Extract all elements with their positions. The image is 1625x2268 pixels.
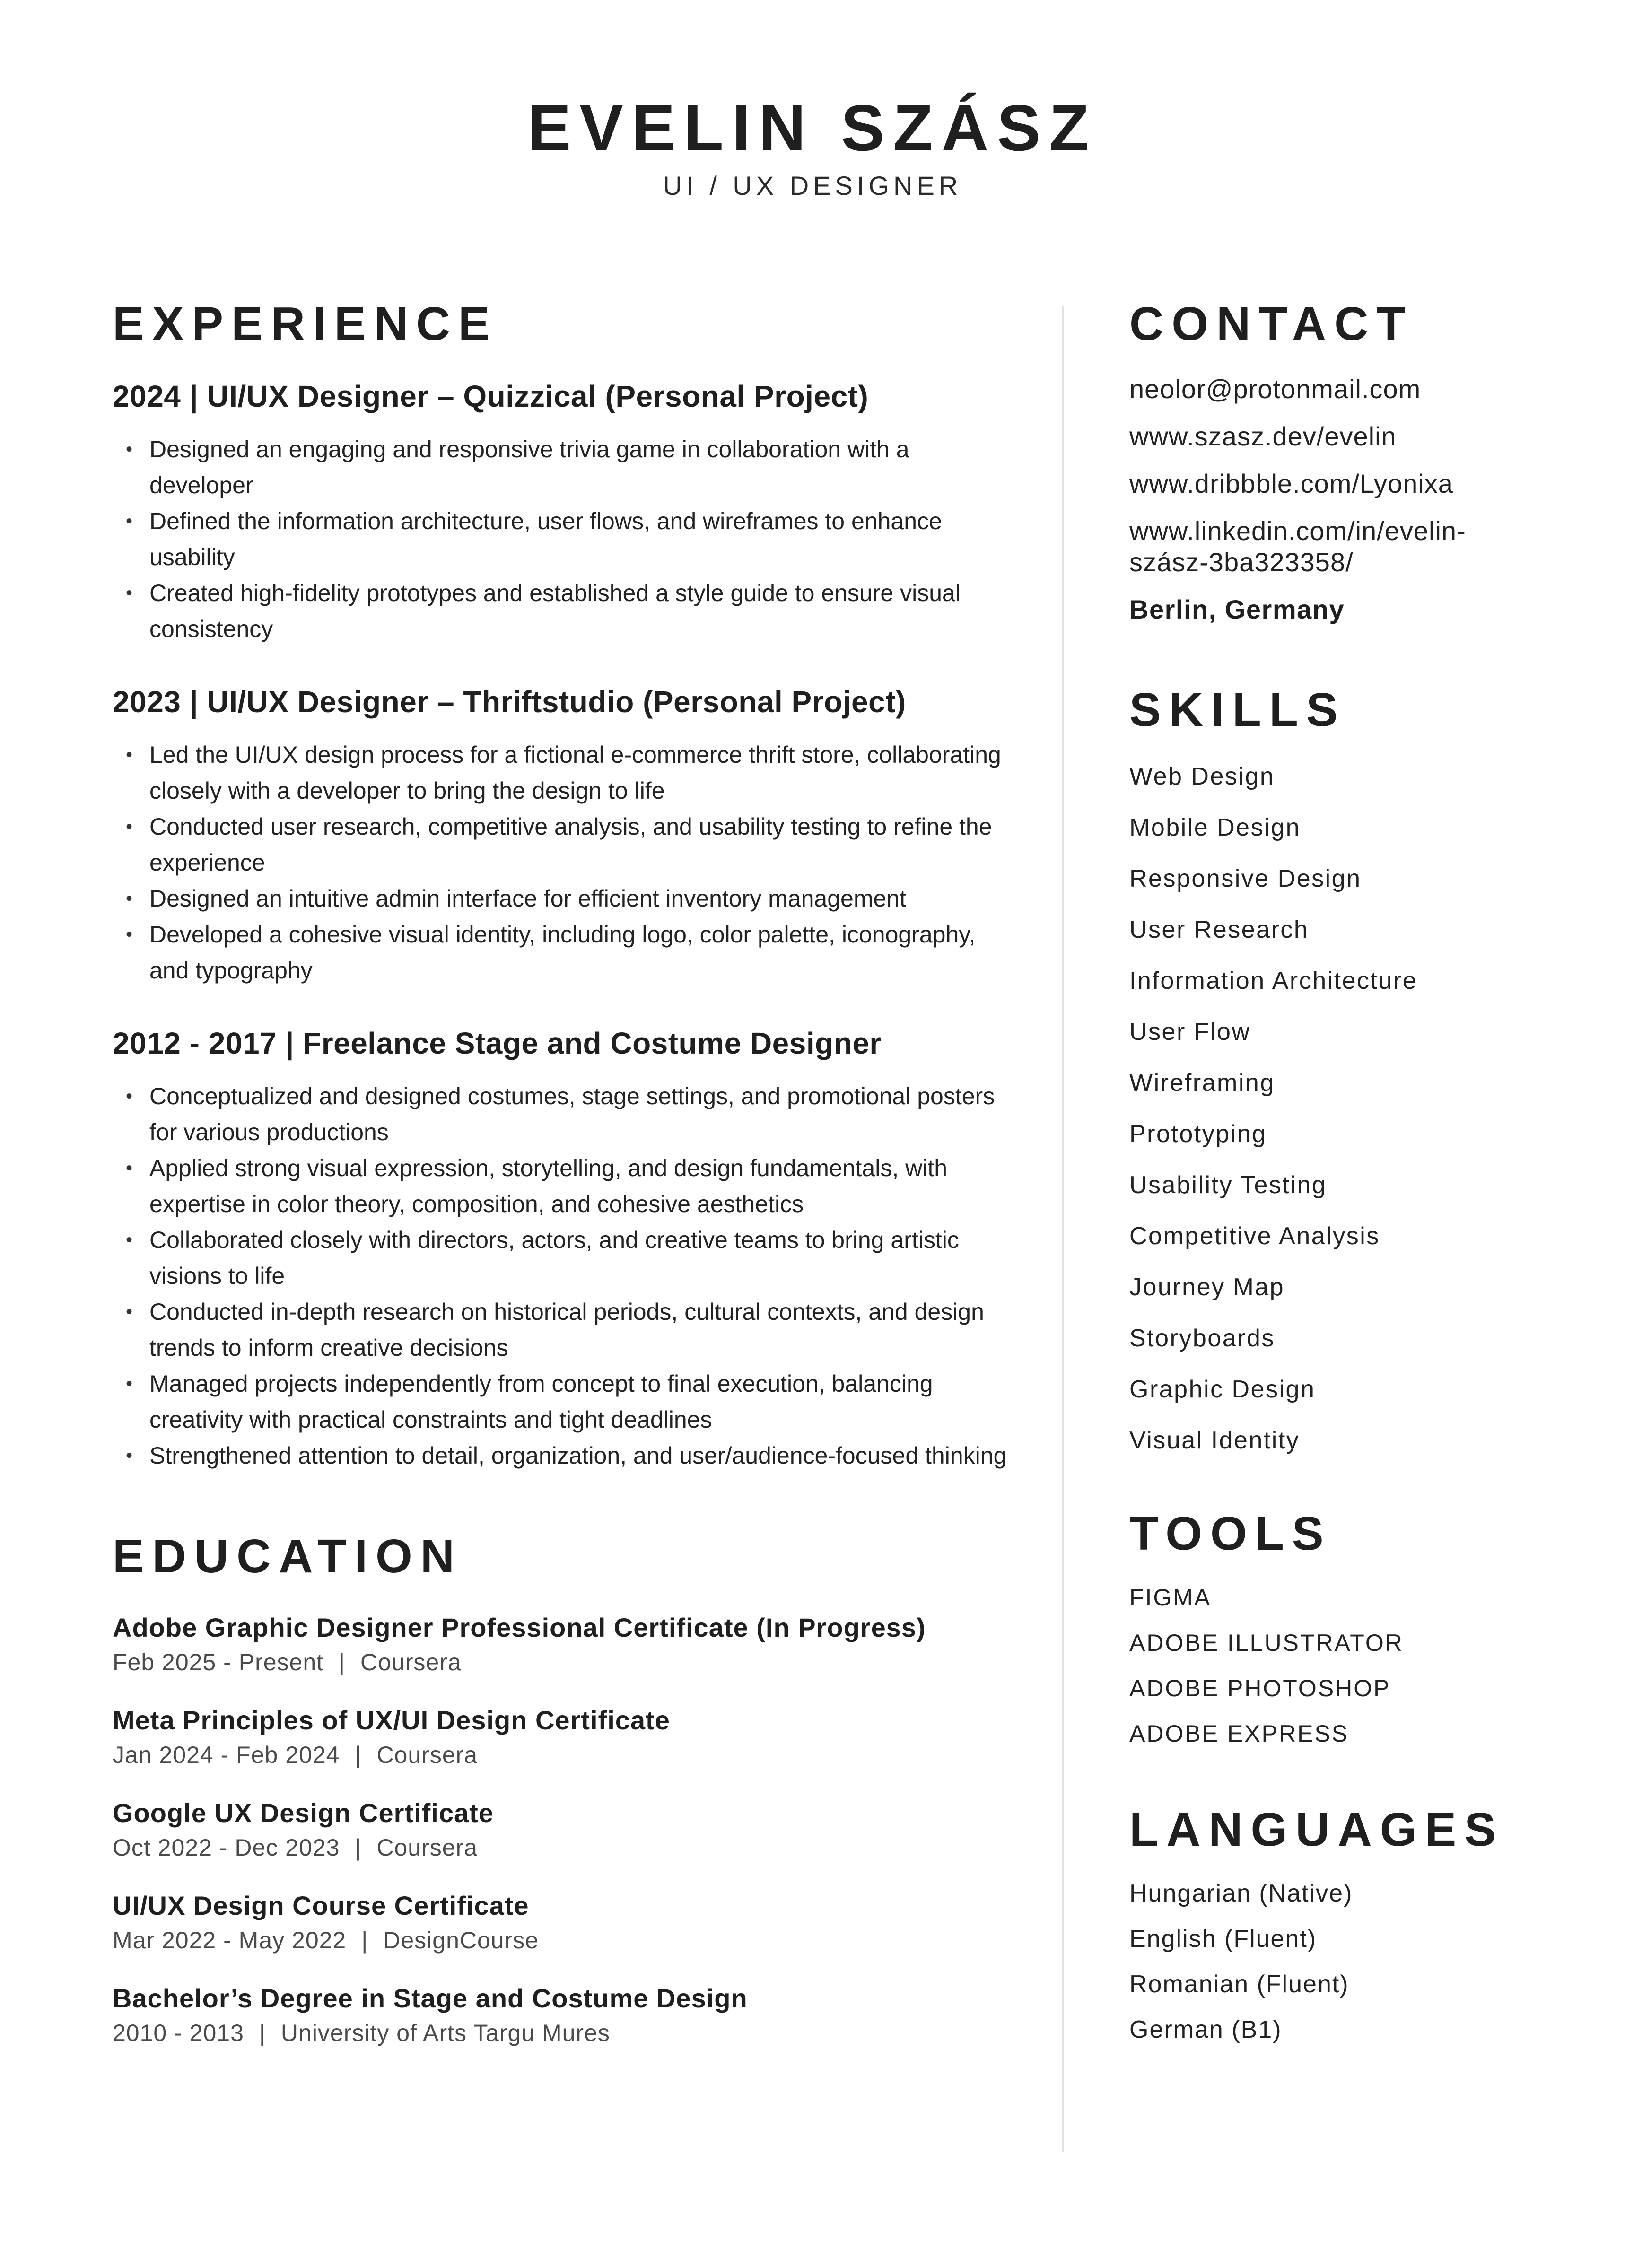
skill-item: Journey Map — [1129, 1274, 1285, 1301]
education-title: Google UX Design Certificate — [113, 1798, 494, 1828]
contact-linkedin[interactable] — [1129, 515, 1593, 578]
contact-location: Berlin, Germany — [1129, 594, 1345, 624]
skill-item: Web Design — [1129, 763, 1275, 790]
contact-linkedin-line: www.linkedin.com/in/evelin- — [1129, 516, 1466, 546]
language-item: English (Fluent) — [1129, 1925, 1317, 1953]
language-item: Romanian (Fluent) — [1129, 1971, 1349, 1998]
education-school: University of Arts Targu Mures — [280, 2020, 610, 2046]
education-entry — [113, 1980, 1011, 2050]
tool-item: ADOBE ILLUSTRATOR — [1129, 1630, 1404, 1656]
skill-item: Prototyping — [1129, 1120, 1267, 1148]
job-bullet: • Led the UI/UX design process for a fictional e-commerce thrift store, collaborating closely with a developer to bring the design to life — [113, 737, 1011, 809]
languages-list — [1129, 1871, 1593, 2052]
job-bullets — [113, 1078, 1011, 1474]
job-bullets — [113, 737, 1011, 988]
skill-item: Usability Testing — [1129, 1171, 1327, 1199]
job-entry — [113, 1024, 1011, 1474]
contact-linkedin-line: szász-3ba323358/ — [1129, 547, 1354, 577]
education-dates: Feb 2025 - Present — [113, 1649, 324, 1675]
contact-email[interactable]: neolor@protonmail.com — [1129, 374, 1421, 404]
skill-item: Mobile Design — [1129, 814, 1301, 841]
education-entry — [113, 1888, 1011, 1957]
tool-item: FIGMA — [1129, 1584, 1212, 1611]
job-bullet: • Conducted user research, competitive analysis, and usability testing to refine the experience — [113, 809, 1011, 881]
languages-heading: LANGUAGES — [1129, 1803, 1504, 1856]
education-separator: | — [361, 1927, 368, 1954]
education-dates: Oct 2022 - Dec 2023 — [113, 1834, 340, 1861]
job-bullet: • Designed an intuitive admin interface for efficient inventory management — [113, 881, 1011, 916]
job-bullet: • Developed a cohesive visual identity, including logo, color palette, iconography, and typography — [113, 916, 1011, 988]
education-separator: | — [355, 1834, 362, 1861]
job-entry — [113, 683, 1011, 988]
column-divider — [1062, 306, 1064, 2152]
contact-heading: CONTACT — [1129, 297, 1414, 350]
language-item: Hungarian (Native) — [1129, 1880, 1353, 1907]
job-bullet: • Applied strong visual expression, storytelling, and design fundamentals, with expertise in color theory, composition, and cohesive aesthetics — [113, 1150, 1011, 1222]
education-meta — [113, 1646, 1011, 1679]
job-title: 2024 | UI/UX Designer – Quizzical (Personal Project) — [113, 379, 869, 413]
tools-list — [1129, 1575, 1593, 1756]
education-entry — [113, 1702, 1011, 1771]
education-school: Coursera — [376, 1742, 478, 1768]
education-school: Coursera — [360, 1649, 462, 1675]
contact-website[interactable]: www.szasz.dev/evelin — [1129, 421, 1397, 451]
right-column — [1129, 293, 1593, 2052]
education-meta — [113, 2016, 1011, 2050]
skills-heading: SKILLS — [1129, 683, 1346, 736]
experience-heading: EXPERIENCE — [113, 297, 498, 350]
education-title: Bachelor’s Degree in Stage and Costume Design — [113, 1983, 748, 2013]
candidate-title: UI / UX DESIGNER — [663, 171, 962, 201]
skill-item: Visual Identity — [1129, 1427, 1300, 1454]
education-entry — [113, 1795, 1011, 1864]
education-meta — [113, 1738, 1011, 1771]
job-entry — [113, 377, 1011, 647]
education-dates: Mar 2022 - May 2022 — [113, 1927, 347, 1954]
education-separator: | — [339, 1649, 346, 1675]
education-title: UI/UX Design Course Certificate — [113, 1891, 529, 1920]
candidate-name: EVELIN SZÁSZ — [527, 92, 1098, 165]
job-bullet: • Conceptualized and designed costumes, stage settings, and promotional posters for various productions — [113, 1078, 1011, 1150]
skill-item: User Research — [1129, 916, 1309, 943]
skills-list — [1129, 751, 1593, 1466]
skill-item: Competitive Analysis — [1129, 1222, 1380, 1250]
job-bullets — [113, 431, 1011, 647]
contact-list — [1129, 374, 1593, 625]
skill-item: Graphic Design — [1129, 1376, 1316, 1403]
job-bullet: • Strengthened attention to detail, organization, and user/audience-focused thinking — [113, 1438, 1011, 1474]
left-column — [113, 293, 1011, 2050]
tools-heading: TOOLS — [1129, 1507, 1332, 1560]
job-bullet: • Conducted in-depth research on historical periods, cultural contexts, and design trends to inform creative decisions — [113, 1294, 1011, 1366]
education-school: DesignCourse — [383, 1927, 539, 1954]
education-title: Meta Principles of UX/UI Design Certificate — [113, 1705, 670, 1735]
skill-item: Information Architecture — [1129, 967, 1418, 994]
tool-item: ADOBE PHOTOSHOP — [1129, 1675, 1391, 1701]
job-title: 2012 - 2017 | Freelance Stage and Costume Designer — [113, 1026, 882, 1060]
contact-dribbble[interactable]: www.dribbble.com/Lyonixa — [1129, 469, 1453, 498]
tool-item: ADOBE EXPRESS — [1129, 1720, 1349, 1747]
education-meta — [113, 1924, 1011, 1957]
job-title: 2023 | UI/UX Designer – Thriftstudio (Personal Project) — [113, 685, 906, 719]
skill-item: Storyboards — [1129, 1325, 1275, 1352]
job-bullet: • Collaborated closely with directors, actors, and creative teams to bring artistic visions to life — [113, 1222, 1011, 1294]
skill-item: Responsive Design — [1129, 865, 1362, 892]
education-entry — [113, 1610, 1011, 1679]
job-bullet: • Defined the information architecture, user flows, and wireframes to enhance usability — [113, 503, 1011, 575]
education-heading: EDUCATION — [113, 1530, 463, 1583]
education-meta — [113, 1831, 1011, 1864]
skill-item: User Flow — [1129, 1018, 1251, 1046]
job-bullet: • Created high-fidelity prototypes and established a style guide to ensure visual consistency — [113, 575, 1011, 647]
education-dates: Jan 2024 - Feb 2024 — [113, 1742, 340, 1768]
job-bullet: • Designed an engaging and responsive trivia game in collaboration with a developer — [113, 431, 1011, 503]
job-bullet: • Managed projects independently from concept to final execution, balancing creativity with practical constraints and tight deadlines — [113, 1366, 1011, 1438]
education-separator: | — [355, 1742, 362, 1768]
education-dates: 2010 - 2013 — [113, 2020, 244, 2046]
education-school: Coursera — [376, 1834, 478, 1861]
education-separator: | — [259, 2020, 266, 2046]
language-item: German (B1) — [1129, 2016, 1282, 2043]
skill-item: Wireframing — [1129, 1069, 1275, 1097]
education-title: Adobe Graphic Designer Professional Certificate (In Progress) — [113, 1613, 926, 1642]
